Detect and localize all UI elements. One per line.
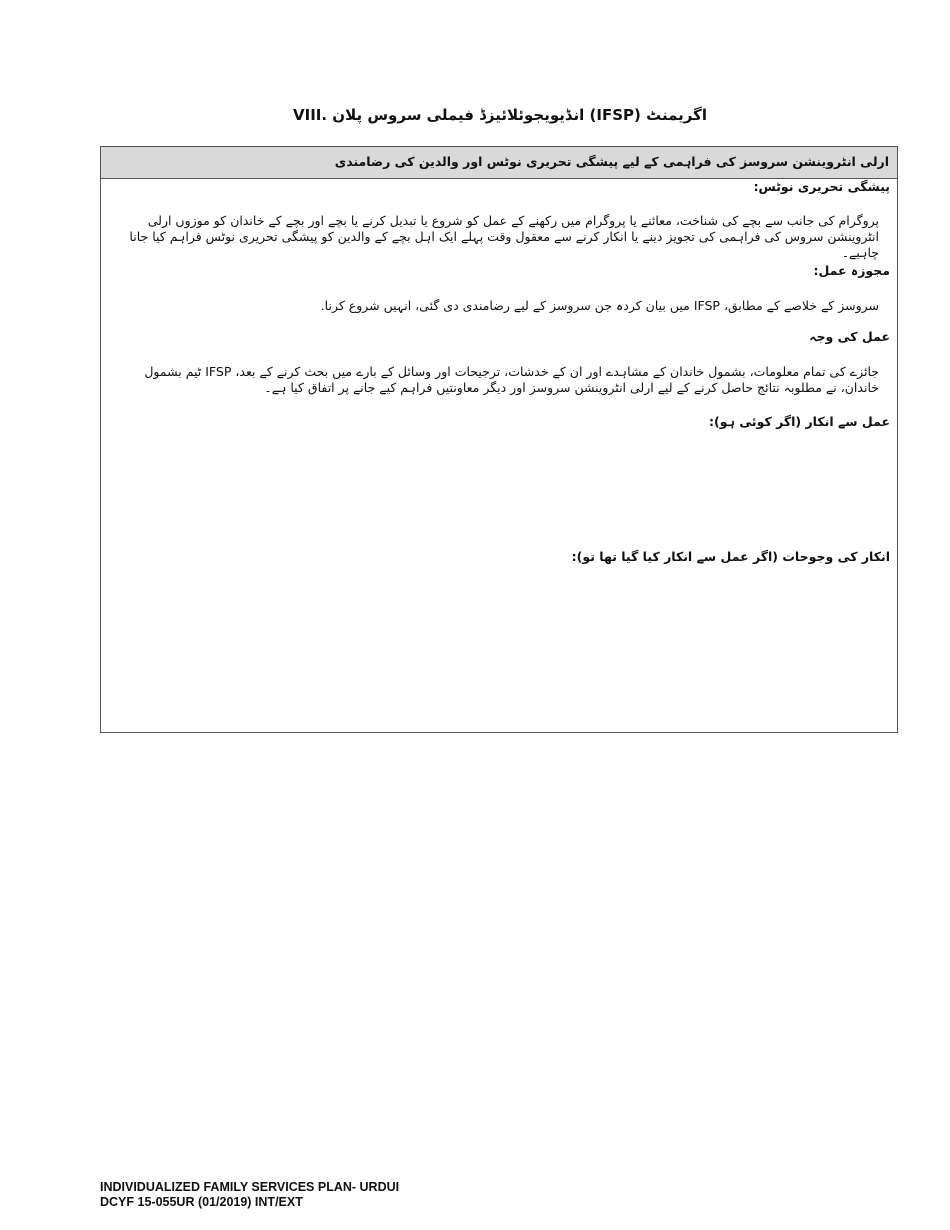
- refusal-field[interactable]: [119, 435, 879, 535]
- footer-form-number: DCYF 15-055UR (01/2019) INT/EXT: [100, 1195, 303, 1209]
- page-title: VIII. انڈیویجوئلائیزڈ فیملی سروس پلان (IFSP) اگریمنٹ: [293, 106, 707, 124]
- footer: [100, 1180, 399, 1210]
- consent-form-box: [100, 146, 898, 733]
- proposed-action-heading: مجوزہ عمل:: [813, 263, 890, 278]
- refusal-reasons-heading: انکار کی وجوحات (اگر عمل سے انکار کیا گیا تھا تو):: [571, 549, 890, 564]
- reason-for-action-heading: عمل کی وجہ: [809, 329, 890, 344]
- footer-form-title: INDIVIDUALIZED FAMILY SERVICES PLAN- URDUI: [100, 1180, 400, 1194]
- refusal-reasons-field[interactable]: [119, 571, 879, 721]
- prior-notice-heading: پیشگی تحریری نوٹس:: [753, 179, 890, 194]
- reason-for-action-text: جائزے کی تمام معلومات، بشمول خاندان کے مشاہدے اور ان کے خدشات، ترجیحات اور وسائل کے بارے میں بحث کرنے کے بعد، IFSP ٹیم بشمول خاندان، نے مطلوبہ نتائج حاصل کرنے کے لیے ارلی انٹروینشن سروسز اور دیگر معاونتیں فراہم کیے جانے پر اتفاق کیا ہے۔: [144, 364, 879, 395]
- refusal-heading: عمل سے انکار (اگر کوئی ہو):: [709, 414, 890, 429]
- prior-notice-text: پروگرام کی جانب سے بچے کی شناخت، معائنے یا پروگرام میں رکھنے کے عمل کو شروع یا تبدیل کرنے یا بچے اور بچے کے خاندان کو موزوں ارلی انٹروینشن سروس کی فراہمی کی تجویز دینے یا انکار کرنے سے معقول وقت پہلے ایک اہل بچے کے والدین کو پیشگی تحریری نوٹس فراہم کیا جانا چاہیے۔: [129, 213, 879, 260]
- proposed-action-text: سروسز کے خلاصے کے مطابق، IFSP میں بیان کردہ جن سروسز کے لیے رضامندی دی گئی، انہیں شروع کرنا.: [320, 298, 879, 313]
- form-header: ارلی انٹروینشن سروسز کی فراہمی کے لیے پیشگی تحریری نوٹس اور والدین کی رضامندی: [101, 147, 897, 179]
